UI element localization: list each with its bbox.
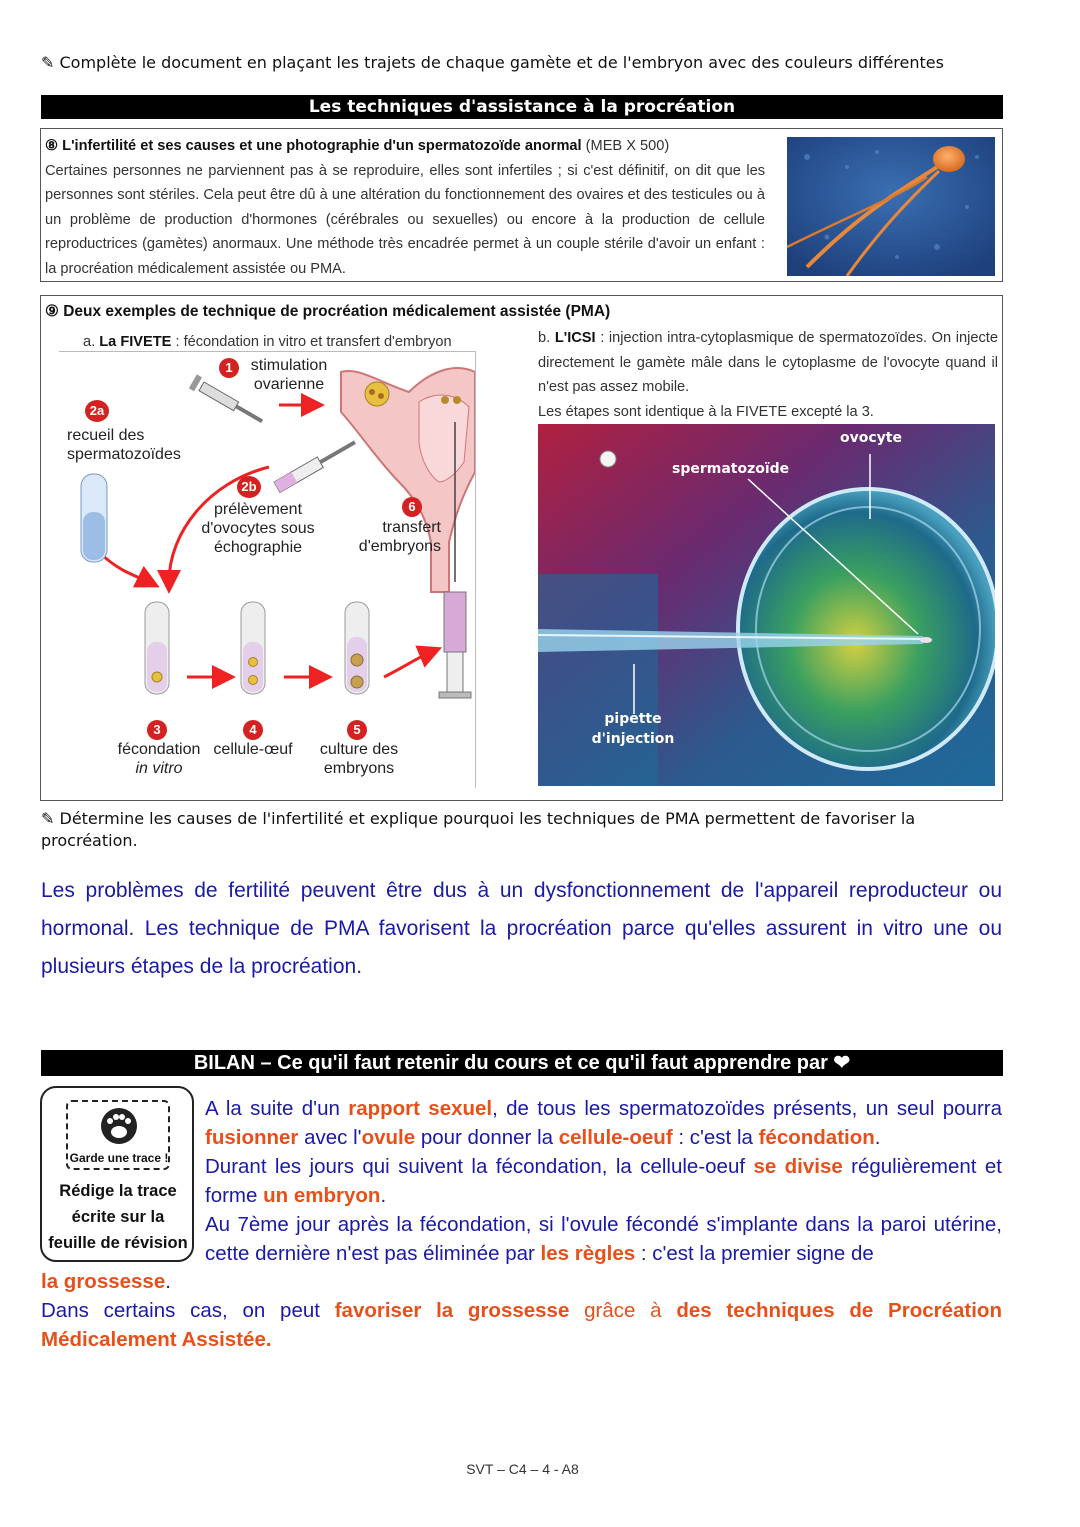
doc8-box	[40, 128, 1003, 282]
keyword-se-divise: se divise	[753, 1155, 843, 1178]
step2a-label: recueil des spermatozoïdes	[67, 427, 181, 463]
keyword-fusionner: fusionner	[205, 1126, 299, 1149]
step1-label: stimulation ovarienne	[250, 357, 328, 393]
bilan-text: , de tous les spermatozoïdes présents, un seul pourra	[492, 1097, 1003, 1120]
student-answer: Les problèmes de fertilité peuvent être dus à un dysfonctionnement de l'appareil reproducteur ou hormonal. Les technique de PMA favorisent la procréation parce qu'elles assurent in vitro une ou plusieurs étapes de la procréation.	[41, 879, 1002, 978]
bilan-paragraph-2	[41, 1267, 1002, 1354]
doc8-number: ⑧	[45, 138, 59, 154]
stamp-text: Rédige la trace écrite sur la feuille de révision	[48, 1182, 188, 1252]
fivete-desc: : fécondation in vitro et transfert d'embryon	[175, 334, 452, 350]
page-footer: SVT – C4 – 4 - A8	[466, 1461, 579, 1477]
keyword-ovule: ovule	[361, 1126, 416, 1149]
bilan-text: A la suite d'un	[205, 1097, 349, 1120]
step5-badge: 5	[347, 720, 367, 740]
step4-label: cellule-œuf	[213, 741, 293, 758]
step1-badge: 1	[219, 358, 239, 378]
bilan-text: .	[874, 1126, 881, 1149]
doc8-title: L'infertilité et ses causes et une photographie d'un spermatozoïde anormal	[62, 138, 582, 154]
step3-sublabel: in vitro	[135, 760, 183, 777]
icsi-micrograph	[538, 424, 995, 786]
bilan-title-bar: BILAN – Ce qu'il faut retenir du cours et ce qu'il faut apprendre par ❤	[41, 1050, 1003, 1076]
keyword-embryon: un embryon	[263, 1184, 381, 1207]
keyword-regles: les règles	[540, 1242, 636, 1265]
stamp-tag: Garde une trace !	[69, 1151, 169, 1165]
icsi-label-pipette: pipette d'injection	[591, 711, 675, 747]
fivete-illustration	[59, 352, 475, 788]
instruction-determine: ✎ Détermine les causes de l'infertilité et explique pourquoi les techniques de PMA permettent de favoriser la procréation.	[41, 809, 916, 850]
doc8-text-block	[45, 134, 765, 281]
bilan-text: Durant les jours qui suivent la fécondation, la cellule-oeuf	[205, 1155, 754, 1178]
icsi-desc: : injection intra-cytoplasmique de spermatozoïdes. On injecte directement le gamète mâle dans le cytoplasme de l'ovocyte quand il n'est pas assez mobile.	[538, 330, 998, 395]
doc8-title-suffix: (MEB X 500)	[585, 138, 670, 154]
doc9-title: ⑨ Deux exemples de technique de procréation médicalement assistée (PMA)	[45, 303, 611, 320]
paw-icon	[97, 1106, 141, 1146]
step6-label: transfert d'embryons	[358, 519, 441, 555]
icsi-label-ovocyte: ovocyte	[840, 430, 902, 446]
doc8-paragraph: Certaines personnes ne parviennent pas à se reproduire, elles sont infertiles ; si c'est définitif, on dit que les personnes sont stériles. Cela peut être dû à une altération du fonctionnement des ovaires et des testicules ou à un problème de production d'hormones (cérébrales ou sexuelles) ou encore à la production de cellule reproductrices (gamètes) anormaux. Une méthode très encadrée permet à un couple stérile d'avoir un enfant : la procréation médicalement assistée ou PMA.	[45, 162, 765, 277]
step3-label: fécondation	[117, 741, 201, 758]
bilan-text: Dans certains cas, on peut	[41, 1299, 335, 1322]
revision-stamp	[40, 1086, 194, 1262]
step2b-badge: 2b	[237, 476, 261, 498]
step6-badge: 6	[402, 497, 422, 517]
step5-label: culture des embryons	[319, 741, 399, 777]
bilan-text: avec l'	[298, 1126, 362, 1149]
doc9-box	[40, 295, 1003, 801]
bilan-text: .	[380, 1184, 387, 1207]
step3-badge: 3	[147, 720, 167, 740]
abnormal-sperm-photo	[787, 137, 995, 276]
keyword-favoriser-grossesse: favoriser la grossesse	[334, 1299, 570, 1322]
keyword-cellule-oeuf: cellule-oeuf	[558, 1126, 673, 1149]
step2a-badge: 2a	[85, 400, 109, 422]
bilan-text: grâce à	[569, 1299, 677, 1322]
section-title-bar: Les techniques d'assistance à la procréation	[41, 95, 1003, 119]
step4-badge: 4	[243, 720, 263, 740]
icsi-label-sperm: spermatozoïde	[672, 461, 790, 477]
keyword-fecondation: fécondation	[758, 1126, 875, 1149]
instruction-complete: ✎ Complète le document en plaçant les trajets de chaque gamète et de l'embryon avec des couleurs différentes	[41, 53, 944, 72]
keyword-rapport-sexuel: rapport sexuel	[348, 1097, 493, 1120]
bilan-text: régulièrement et forme	[205, 1155, 1002, 1207]
bilan-text: .	[165, 1270, 171, 1293]
icsi-name: L'ICSI	[554, 330, 596, 346]
bilan-text: pour donner la	[415, 1126, 559, 1149]
bilan-text: : c'est la premier signe de	[635, 1242, 874, 1265]
icsi-text	[538, 326, 998, 424]
bilan-paragraph-1	[205, 1094, 1002, 1268]
icsi-prefix: b.	[538, 330, 551, 346]
fivete-diagram	[59, 351, 476, 788]
bilan-text: : c'est la	[672, 1126, 759, 1149]
keyword-pma: des techniques de Procréation Médicalement Assistée.	[41, 1299, 1002, 1351]
fivete-name: La FIVETE	[99, 334, 172, 350]
keyword-grossesse: la grossesse	[41, 1270, 166, 1293]
bilan-text: Au 7ème jour après la fécondation, si l'ovule fécondé s'implante dans la paroi utérine, cette dernière n'est pas éliminée par	[205, 1213, 1002, 1265]
icsi-note: Les étapes sont identique à la FIVETE excepté la 3.	[538, 403, 874, 420]
step2b-label: prélèvement d'ovocytes sous échographie	[201, 501, 315, 556]
fivete-prefix: a.	[83, 334, 96, 350]
